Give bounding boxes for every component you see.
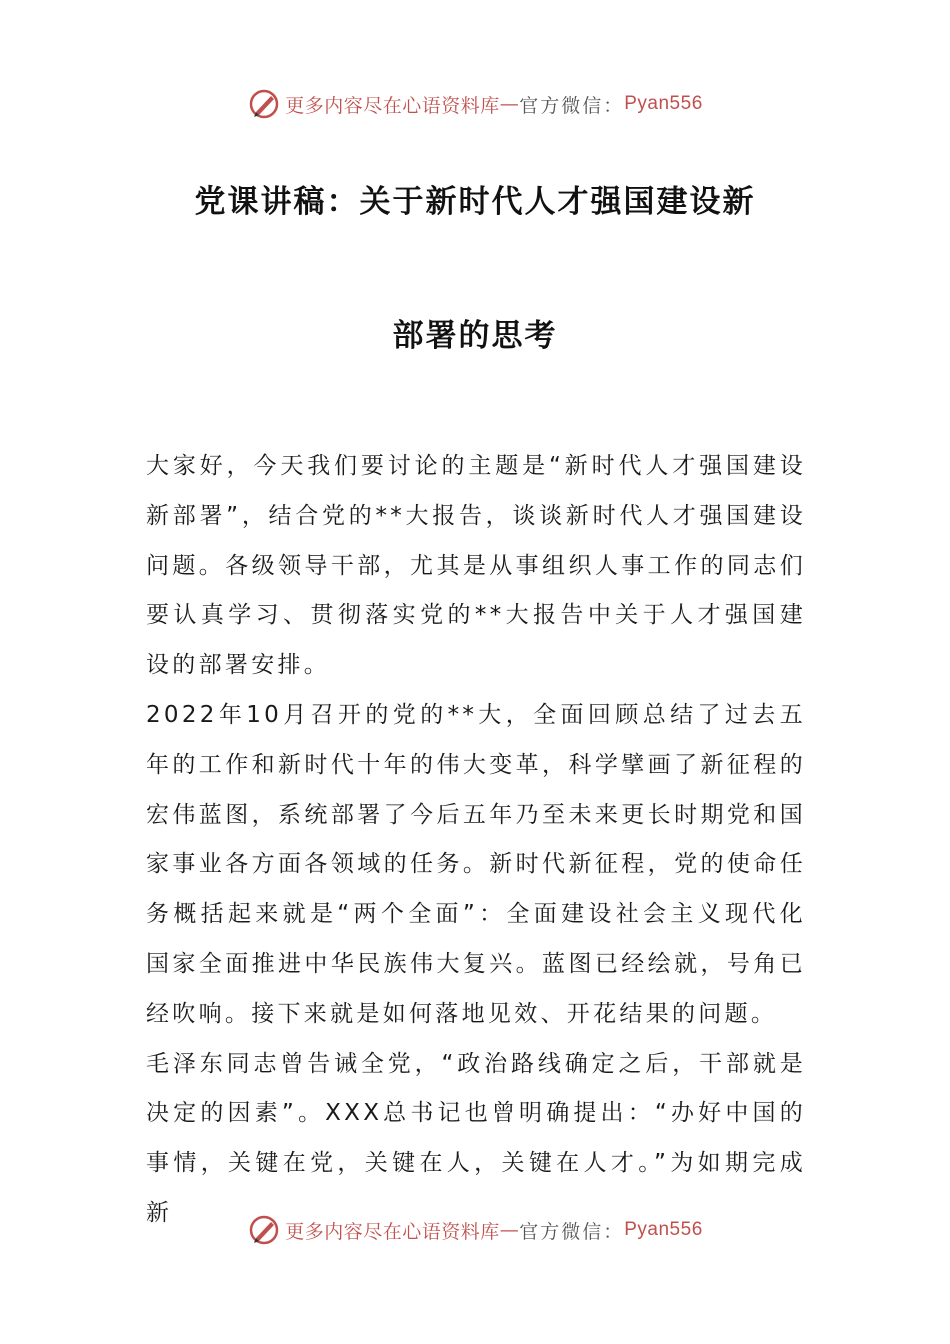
watermark-dash: — — [499, 93, 520, 115]
watermark-wechat-id: Pyan556 — [624, 93, 703, 114]
watermark-wechat-id: Pyan556 — [624, 1219, 703, 1240]
watermark-dash: — — [499, 1219, 520, 1241]
body-paragraph-3: 毛泽东同志曾告诫全党，“政治路线确定之后，干部就是决定的因素”。XXX总书记也曾明确提出：“办好中国的事情，关键在党，关键在人，关键在人才。”为如期完成新 — [146, 1050, 806, 1226]
document-title-line-1: 党课讲稿：关于新时代人才强国建设新 — [194, 184, 756, 220]
footer-watermark — [0, 1210, 950, 1250]
watermark-official-label: 官方微信： — [519, 1220, 625, 1243]
pen-logo-icon — [247, 87, 281, 121]
watermark-official-label: 官方微信： — [519, 94, 625, 117]
watermark-main-text: 更多内容尽在心语资料库 — [285, 1220, 500, 1243]
pen-logo-icon — [247, 1213, 281, 1247]
header-watermark — [0, 84, 950, 124]
watermark-main-text: 更多内容尽在心语资料库 — [285, 94, 500, 117]
document-body — [146, 442, 806, 1239]
body-paragraph-2: 2022年10月召开的党的**大，全面回顾总结了过去五年的工作和新时代十年的伟大变革，科学擘画了新征程的宏伟蓝图，系统部署了今后五年乃至未来更长时期党和国家事业各方面各领域的任务。新时代新征程，党的使命任务概括起来就是“两个全面”：全面建设社会主义现代化国家全面推进中华民族伟大复兴。蓝图已经绘就，号角已经吹响。接下来就是如何落地见效、开花结果的问题。 — [146, 701, 806, 1027]
document-title-line-2: 部署的思考 — [392, 318, 558, 354]
body-paragraph-1: 大家好，今天我们要讨论的主题是“新时代人才强国建设新部署”，结合党的**大报告，谈谈新时代人才强国建设问题。各级领导干部，尤其是从事组织人事工作的同志们要认真学习、贯彻落实党的**大报告中关于人才强国建设的部署安排。 — [146, 453, 806, 679]
